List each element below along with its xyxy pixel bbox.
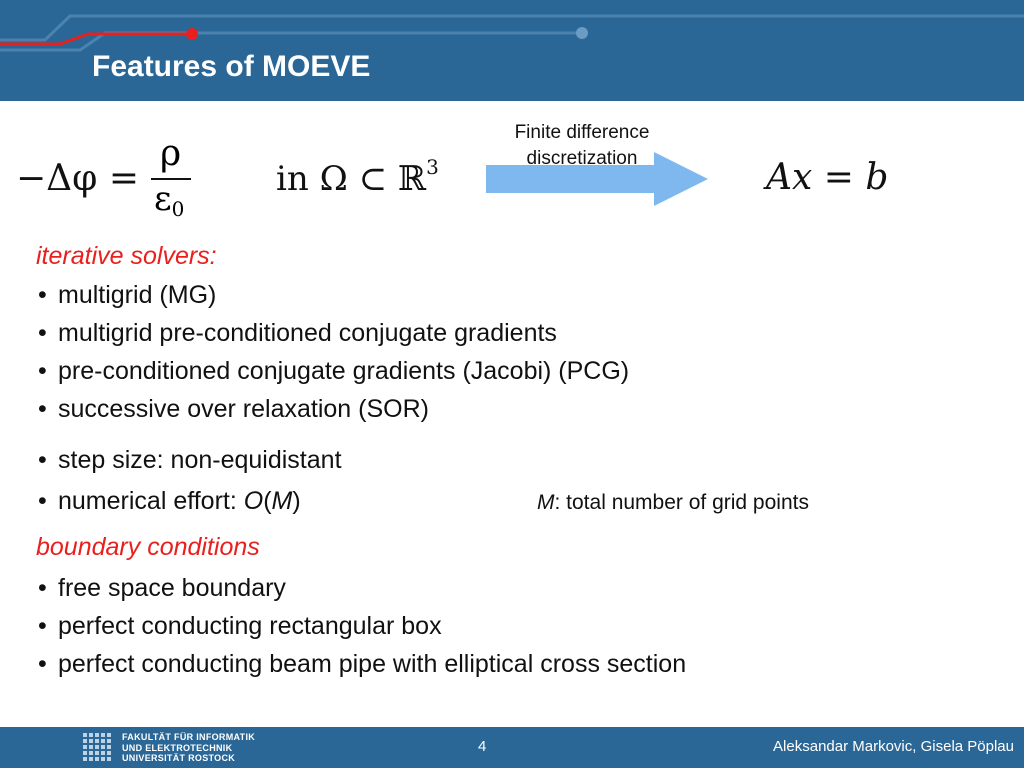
rhs-equals: = bbox=[812, 157, 866, 198]
slide-title: Features of MOEVE bbox=[92, 50, 371, 83]
circuit-node-light bbox=[576, 27, 588, 39]
list-item: • multigrid pre-conditioned conjugate gradients bbox=[38, 319, 557, 347]
logo-text: FAKULTÄT FÜR INFORMATIK UND ELEKTROTECHNIK UNIVERSITÄT ROSTOCK bbox=[122, 732, 256, 763]
slide-header bbox=[0, 0, 1024, 101]
list-item: • successive over relaxation (SOR) bbox=[38, 395, 429, 423]
equation-lhs: −Δφ = bbox=[16, 158, 139, 199]
rhs-b: b bbox=[865, 157, 889, 198]
arrow-shape bbox=[486, 152, 708, 206]
fraction-denominator bbox=[154, 179, 184, 221]
list-item: • pre-conditioned conjugate gradients (Jacobi) (PCG) bbox=[38, 357, 630, 385]
equation-domain bbox=[276, 155, 439, 199]
list-item: • multigrid (MG) bbox=[38, 281, 217, 309]
slide-footer bbox=[0, 727, 1024, 768]
denominator-symbol: ε bbox=[154, 179, 172, 219]
domain-text: in Ω ⊂ ℝ bbox=[276, 159, 427, 199]
iterative-solvers-heading: iterative solvers: bbox=[36, 242, 217, 270]
arrow-label-line1: Finite difference bbox=[514, 122, 650, 143]
dot-grid-logo-icon bbox=[82, 731, 116, 765]
discretization-arrow-icon bbox=[486, 150, 710, 208]
university-logo bbox=[82, 731, 262, 765]
fraction-numerator: ρ bbox=[160, 133, 182, 174]
numerical-effort-item: • numerical effort: O(M) bbox=[38, 487, 301, 515]
list-item: • perfect conducting rectangular box bbox=[38, 612, 442, 640]
list-item: • perfect conducting beam pipe with elliptical cross section bbox=[38, 650, 687, 678]
domain-superscript: 3 bbox=[426, 155, 439, 179]
equation-fraction bbox=[148, 133, 196, 223]
authors: Aleksandar Markovic, Gisela Pöplau bbox=[773, 738, 1014, 755]
equation-rhs bbox=[766, 157, 888, 198]
grid-points-note: M: total number of grid points bbox=[537, 491, 809, 514]
denominator-subscript: 0 bbox=[171, 197, 185, 221]
list-item: • free space boundary bbox=[38, 574, 286, 602]
circuit-node-red bbox=[186, 28, 198, 40]
arrow-label-line2: discretization bbox=[526, 148, 638, 169]
step-size-item: • step size: non-equidistant bbox=[38, 446, 342, 474]
page-number: 4 bbox=[478, 738, 487, 755]
boundary-conditions-heading: boundary conditions bbox=[36, 533, 260, 561]
rhs-ax: Ax bbox=[766, 157, 813, 198]
circuit-line-top bbox=[0, 16, 1024, 40]
